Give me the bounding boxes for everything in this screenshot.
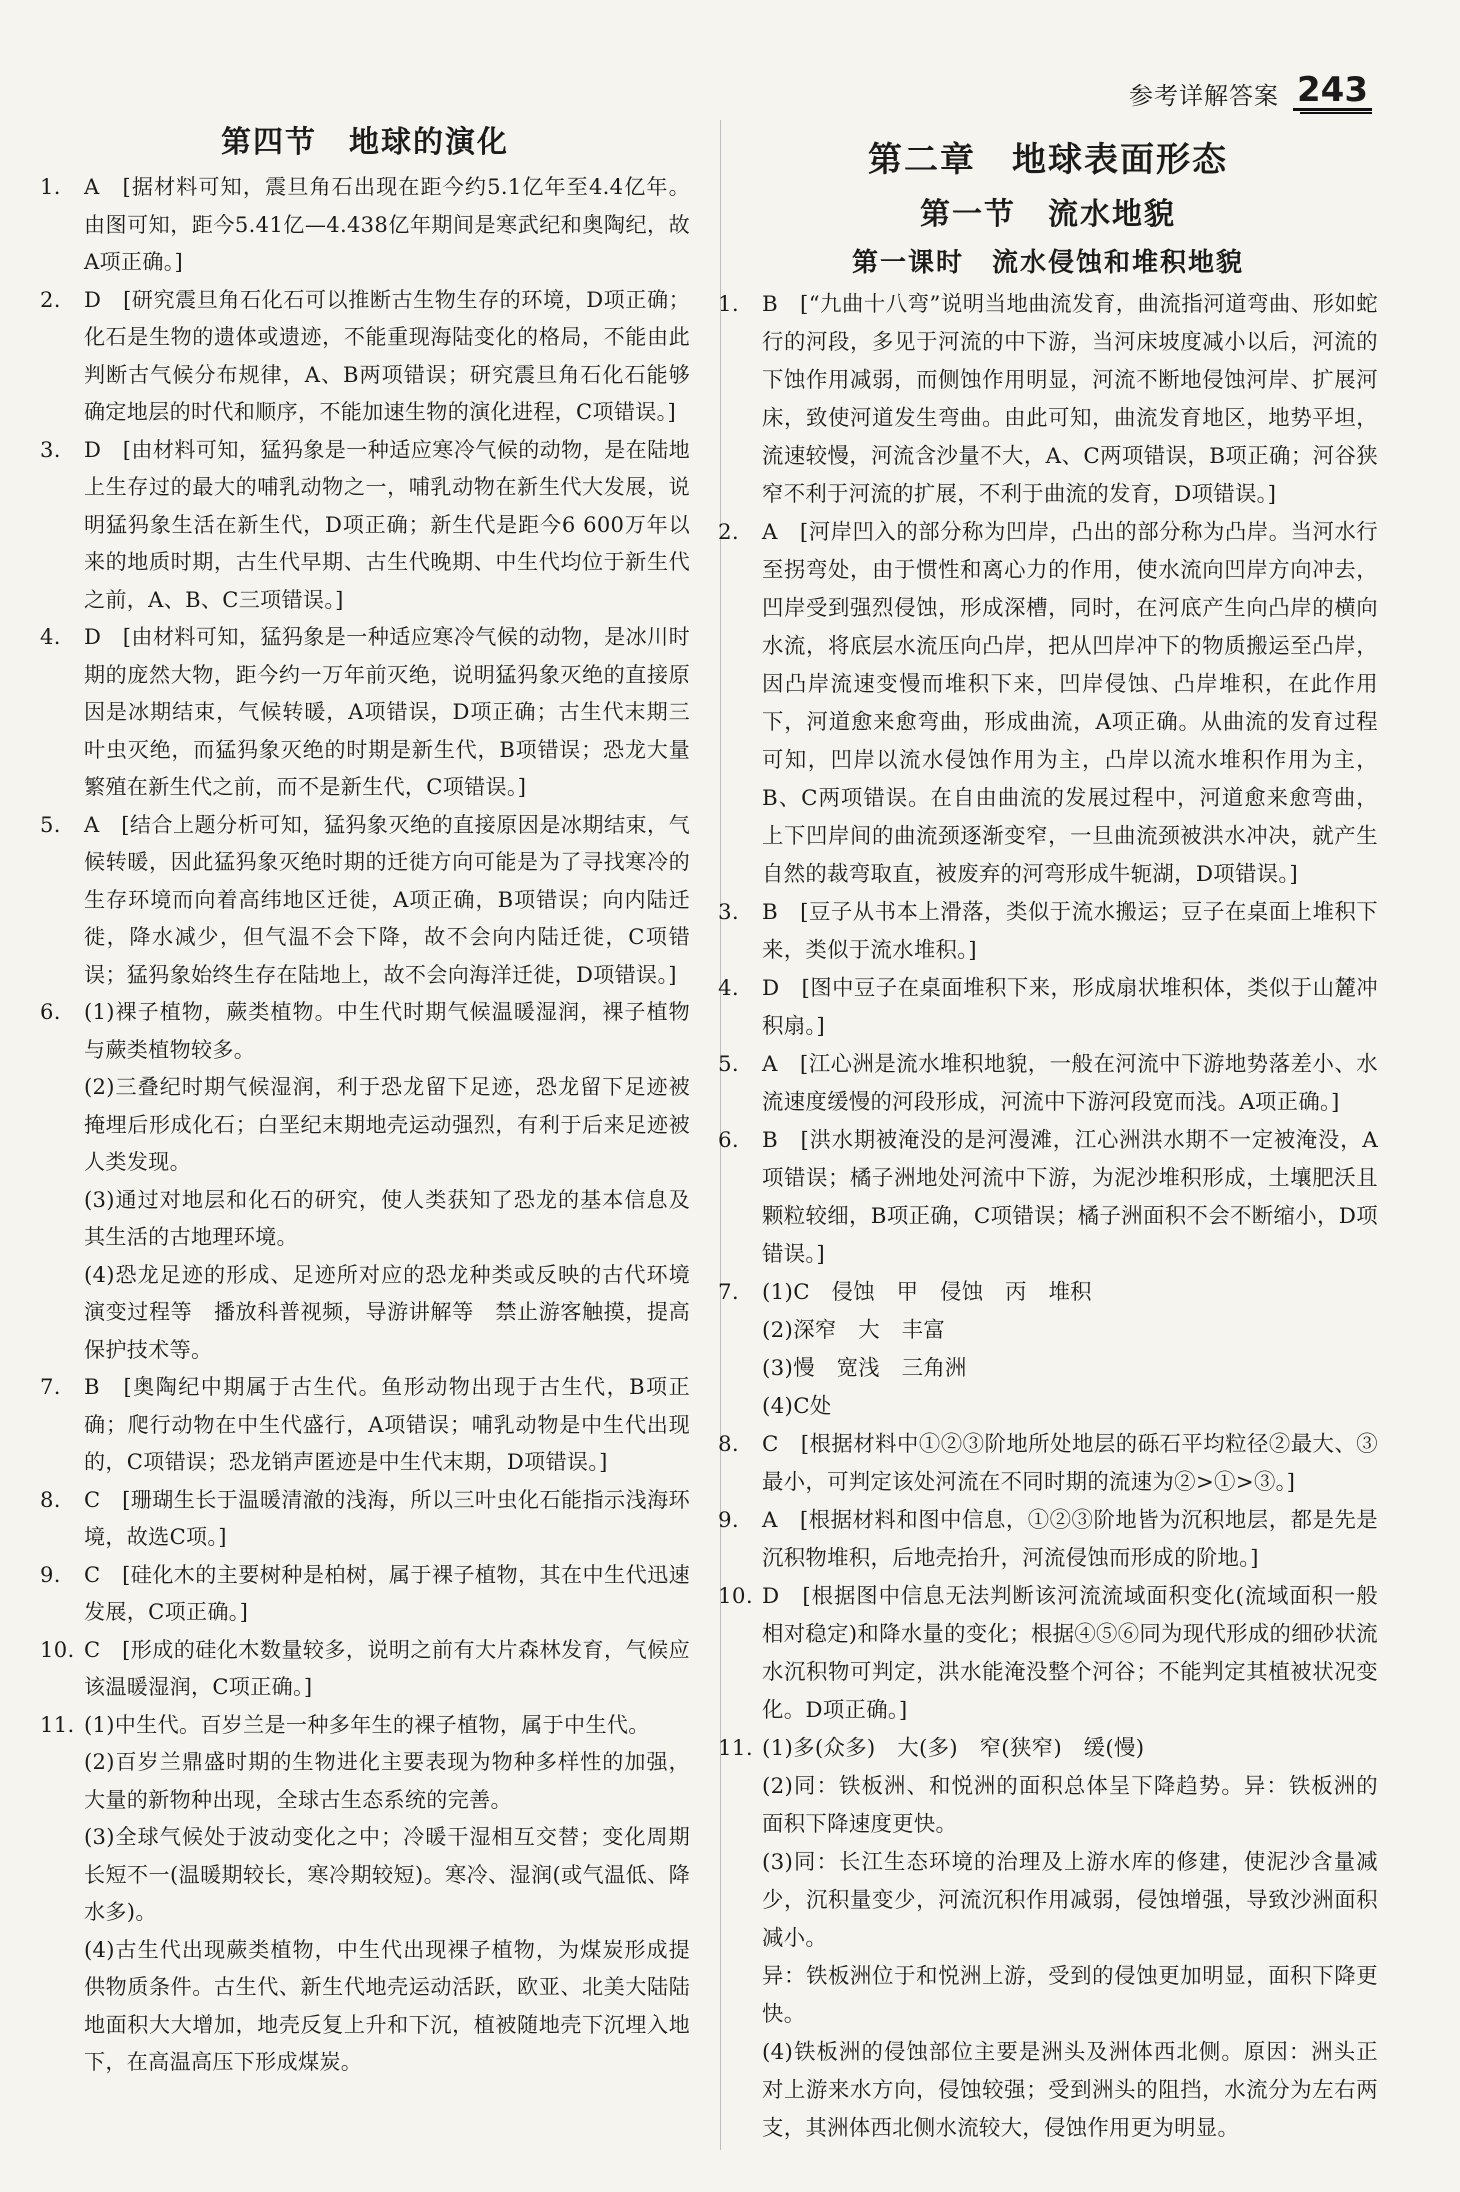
left-column <box>40 118 690 2081</box>
question-number: 4. <box>40 624 61 649</box>
answer-item <box>40 431 690 619</box>
answer-line: D [研究震旦角石化石可以推断古生物生存的环境，D项正确；化石是生物的遗体或遗迹，不能重现海陆变化的格局，不能由此判断古气候分布规律，A、B两项错误；研究震旦角石化石能够确定地层的时代和顺序，不能加速生物的演化进程，C项错误。] <box>84 286 690 424</box>
question-number: 6. <box>40 999 61 1024</box>
answer-item <box>40 1368 690 1481</box>
answer-line: (3)全球气候处于波动变化之中；冷暖干湿相互交替；变化周期长短不一(温暖期较长，寒冷期较短)。寒冷、湿润(或气温低、降水多)。 <box>84 1824 690 1924</box>
right-answer-list <box>718 286 1378 2148</box>
answer-body <box>84 431 690 619</box>
answer-item <box>40 168 690 281</box>
answer-body <box>762 1578 1378 1730</box>
question-number: 10. <box>40 1636 75 1662</box>
left-answer-list <box>40 168 690 2081</box>
answer-body <box>84 1706 690 2081</box>
answer-line: (4)古生代出现蕨类植物，中生代出现裸子植物，为煤炭形成提供物质条件。古生代、新生代地壳运动活跃，欧亚、北美大陆陆地面积大大增加，地壳反复上升和下沉，植被随地壳下沉埋入地下，在高温高压下形成煤炭。 <box>84 1936 690 2074</box>
answer-line: D [图中豆子在桌面堆积下来，形成扇状堆积体，类似于山麓冲积扇。] <box>762 976 1378 1039</box>
answer-line: D [根据图中信息无法判断该河流流域面积变化(流域面积一般相对稳定)和降水量的变化；根据④⑤⑥同为现代形成的细砂状流水沉积物可判定，洪水能淹没整个河谷；不能判定其植被状况变化。D项正确。] <box>762 1584 1378 1723</box>
answer-line: C [珊瑚生长于温暖清澈的浅海，所以三叶虫化石能指示浅海环境，故选C项。] <box>84 1486 690 1549</box>
answer-line: B [豆子从书本上滑落，类似于流水搬运；豆子在桌面上堆积下来，类似于流水堆积。] <box>762 900 1378 963</box>
question-number: 3. <box>40 436 61 462</box>
question-number: 11. <box>718 1736 753 1761</box>
answer-body <box>84 1631 690 1706</box>
answer-line: (4)铁板洲的侵蚀部位主要是洲头及洲体西北侧。原因：洲头正对上游来水方向，侵蚀较强；受到洲头的阻挡，水流分为左右两支，其洲体西北侧水流较大，侵蚀作用更为明显。 <box>762 2040 1378 2141</box>
answer-body <box>84 281 690 431</box>
answer-body <box>84 1481 690 1556</box>
answer-item <box>718 1730 1378 2148</box>
answer-body <box>84 618 690 806</box>
answer-line: 异：铁板洲位于和悦洲上游，受到的侵蚀更加明显，面积下降更快。 <box>762 1964 1378 2027</box>
answer-line: (3)同：长江生态环境的治理及上游水库的修建，使泥沙含量减少，沉积量变少，河流沉积作用减弱，侵蚀增强，导致沙洲面积减小。 <box>762 1850 1378 1951</box>
answer-body <box>762 894 1378 970</box>
question-number: 10. <box>718 1584 753 1609</box>
answer-body <box>84 168 690 281</box>
answer-item <box>40 806 690 994</box>
answer-line: (1)中生代。百岁兰是一种多年生的裸子植物，属于中生代。 <box>84 1711 650 1737</box>
answer-line: A [河岸凹入的部分称为凹岸，凸出的部分称为凸岸。当河水行至拐弯处，由于惯性和离心力的作用，使水流向凹岸方向冲去，凹岸受到强烈侵蚀，形成深槽，同时，在河底产生向凸岸的横向水流，将底层水流压向凸岸，把从凹岸冲下的物质搬运至凸岸，因凸岸流速变慢而堆积下来，凹岸侵蚀、凸岸堆积，在此作用下，河道愈来愈弯曲，形成曲流，A项正确。从曲流的发育过程可知，凹岸以流水侵蚀作用为主，凸岸以流水堆积作用为主，B、C两项错误。在自由曲流的发展过程中，河道愈来愈弯曲，上下凹岸间的曲流颈逐渐变窄，一旦曲流颈被洪水冲决，就产生自然的裁弯取直，被废弃的河弯形成牛轭湖，D项错误。] <box>762 520 1378 887</box>
answer-body <box>762 1426 1378 1502</box>
answer-item <box>718 1274 1378 1426</box>
answer-body <box>84 1368 690 1481</box>
question-number: 8. <box>718 1432 740 1457</box>
answer-line: A [据材料可知，震旦角石出现在距今约5.1亿年至4.4亿年。由图可知，距今5.41亿—4.438亿年期间是寒武纪和奥陶纪，故A项正确。] <box>84 174 690 274</box>
question-number: 9. <box>718 1508 740 1533</box>
header-label: 参考详解答案 <box>1129 82 1280 110</box>
answer-item <box>718 1122 1378 1274</box>
answer-body <box>762 1122 1378 1274</box>
answer-body <box>762 1502 1378 1578</box>
answer-item <box>718 894 1378 970</box>
answer-line: (4)C处 <box>762 1394 832 1419</box>
chapter-title: 第二章 地球表面形态 <box>868 140 1228 180</box>
answer-item <box>40 1706 690 2081</box>
question-number: 1. <box>718 292 740 317</box>
answer-item <box>40 1631 690 1706</box>
answer-line: (1)C 侵蚀 甲 侵蚀 丙 堆积 <box>762 1280 1092 1305</box>
page-number: 243 <box>1293 72 1372 111</box>
answer-item <box>718 514 1378 894</box>
answer-line: C [形成的硅化木数量较多，说明之前有大片森林发育，气候应该温暖湿润，C项正确。] <box>84 1636 690 1699</box>
question-number: 9. <box>40 1561 61 1587</box>
answer-line: D [由材料可知，猛犸象是一种适应寒冷气候的动物，是冰川时期的庞然大物，距今约一万年前灭绝，说明猛犸象灭绝的直接原因是冰期结束，气候转暖，A项错误，D项正确；古生代末期三叶虫灭绝，而猛犸象灭绝的时期是新生代，B项错误；恐龙大量繁殖在新生代之前，而不是新生代，C项错误。] <box>84 624 690 799</box>
question-number: 11. <box>40 1711 75 1737</box>
answer-body <box>762 514 1378 894</box>
answer-body <box>762 1730 1378 2148</box>
answer-line: B [奥陶纪中期属于古生代。鱼形动物出现于古生代，B项正确；爬行动物在中生代盛行，A项错误；哺乳动物是中生代出现的，C项错误；恐龙销声匿迹是中生代末期，D项错误。] <box>84 1374 690 1474</box>
answer-line: D [由材料可知，猛犸象是一种适应寒冷气候的动物，是在陆地上生存过的最大的哺乳动物之一，哺乳动物在新生代大发展，说明猛犸象生活在新生代，D项正确；新生代是距今6 600万年以来的地质时期，古生代早期、古生代晚期、中生代均位于新生代之前，A、B、C三项错误。] <box>84 436 690 612</box>
answer-item <box>40 1481 690 1556</box>
right-column <box>718 126 1378 2148</box>
answer-item <box>40 618 690 806</box>
question-number: 5. <box>718 1052 740 1077</box>
answer-item <box>40 281 690 431</box>
answer-line: (1)多(众多) 大(多) 窄(狭窄) 缓(慢) <box>762 1736 1145 1761</box>
answer-line: (1)裸子植物，蕨类植物。中生代时期气候温暖湿润，裸子植物与蕨类植物较多。 <box>84 999 690 1062</box>
answer-line: C [硅化木的主要树种是柏树，属于裸子植物，其在中生代迅速发展，C项正确。] <box>84 1561 690 1624</box>
answer-item <box>40 1556 690 1631</box>
answer-body <box>84 993 690 1368</box>
answer-body <box>762 1274 1378 1426</box>
answer-line: B [洪水期被淹没的是河漫滩，江心洲洪水期不一定被淹没，A项错误；橘子洲地处河流中下游，为泥沙堆积形成，土壤肥沃且颗粒较细，B项正确，C项错误；橘子洲面积不会不断缩小，D项错误。] <box>762 1128 1378 1267</box>
lesson-title: 第一课时 流水侵蚀和堆积地貌 <box>851 248 1244 278</box>
answer-line: B [“九曲十八弯”说明当地曲流发育，曲流指河道弯曲、形如蛇行的河段，多见于河流的中下游，当河床坡度减小以后，河流的下蚀作用减弱，而侧蚀作用明显，河流不断地侵蚀河岸、扩展河床，致使河道发生弯曲。由此可知，曲流发育地区，地势平坦，流速较慢，河流含沙量不大，A、C两项错误，B项正确；河谷狭窄不利于河流的扩展，不利于曲流的发育，D项错误。] <box>762 292 1378 507</box>
header-rule <box>1300 112 1372 114</box>
question-number: 3. <box>718 900 740 925</box>
question-number: 2. <box>40 286 61 312</box>
answer-item <box>718 1502 1378 1578</box>
running-header <box>1129 72 1372 111</box>
answer-item <box>718 970 1378 1046</box>
answer-line: A [江心洲是流水堆积地貌，一般在河流中下游地势落差小、水流速度缓慢的河段形成，河流中下游河段宽而浅。A项正确。] <box>762 1052 1378 1115</box>
answer-line: A [结合上题分析可知，猛犸象灭绝的直接原因是冰期结束，气候转暖，因此猛犸象灭绝时期的迁徙方向可能是为了寻找寒冷的生存环境而向着高纬地区迁徙，A项正确，B项错误；向内陆迁徙，降水减少，但气温不会下降，故不会向内陆迁徙，C项错误；猛犸象始终生存在陆地上，故不会向海洋迁徙，D项错误。] <box>84 811 690 987</box>
answer-line: (4)恐龙足迹的形成、足迹所对应的恐龙种类或反映的古代环境演变过程等 播放科普视频，导游讲解等 禁止游客触摸，提高保护技术等。 <box>84 1261 690 1362</box>
answer-body <box>762 286 1378 514</box>
answer-body <box>84 1556 690 1631</box>
question-number: 2. <box>718 520 740 545</box>
answer-item <box>718 1046 1378 1122</box>
answer-item <box>718 286 1378 514</box>
question-number: 7. <box>718 1280 740 1305</box>
question-number: 6. <box>718 1128 740 1153</box>
answer-item <box>718 1578 1378 1730</box>
answer-line: (2)三叠纪时期气候湿润，利于恐龙留下足迹，恐龙留下足迹被掩埋后形成化石；白垩纪末期地壳运动强烈，有利于后来足迹被人类发现。 <box>84 1074 690 1174</box>
question-number: 8. <box>40 1486 61 1512</box>
answer-line: (2)同：铁板洲、和悦洲的面积总体呈下降趋势。异：铁板洲的面积下降速度更快。 <box>762 1774 1378 1837</box>
answer-item <box>40 993 690 1368</box>
answer-line: (3)通过对地层和化石的研究，使人类获知了恐龙的基本信息及其生活的古地理环境。 <box>84 1186 690 1249</box>
section-title-left: 第四节 地球的演化 <box>221 125 509 160</box>
question-number: 7. <box>40 1374 61 1399</box>
answer-body <box>762 970 1378 1046</box>
answer-line: A [根据材料和图中信息，①②③阶地皆为沉积地层，都是先是沉积物堆积，后地壳抬升，河流侵蚀而形成的阶地。] <box>762 1508 1378 1571</box>
question-number: 4. <box>718 976 740 1001</box>
answer-line: (2)深窄 大 丰富 <box>762 1318 946 1343</box>
answer-line: C [根据材料中①②③阶地所处地层的砾石平均粒径②最大、③最小，可判定该处河流在不同时期的流速为②>①>③。] <box>762 1432 1378 1495</box>
question-number: 5. <box>40 811 61 837</box>
answer-line: (2)百岁兰鼎盛时期的生物进化主要表现为物种多样性的加强，大量的新物种出现，全球古生态系统的完善。 <box>84 1749 690 1812</box>
section-title-right: 第一节 流水地貌 <box>920 197 1176 232</box>
answer-line: (3)慢 宽浅 三角洲 <box>762 1356 967 1381</box>
question-number: 1. <box>40 174 61 199</box>
answer-item <box>718 1426 1378 1502</box>
answer-body <box>762 1046 1378 1122</box>
answer-body <box>84 806 690 994</box>
